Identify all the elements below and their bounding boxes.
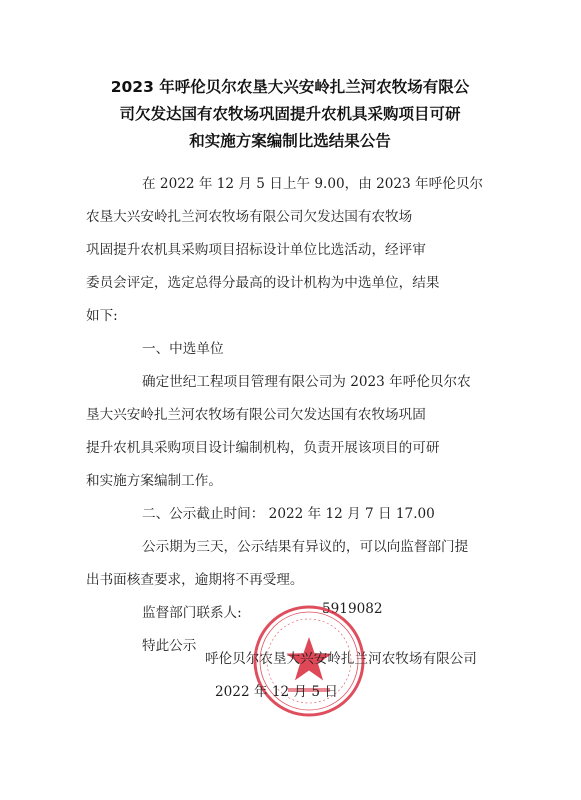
- title-line-3: 和实施方案编制比选结果公告: [189, 132, 391, 150]
- section2-line: 公示期为三天，公示结果有异议的，可以向监督部门提: [142, 539, 469, 555]
- section1-line: 垦大兴安岭扎兰河农牧场有限公司欠发达国有农牧场巩固: [86, 407, 426, 423]
- intro-line: 农垦大兴安岭扎兰河农牧场有限公司欠发达国有农牧场: [86, 209, 413, 225]
- title-line-2: 司欠发达国有农牧场巩固提升农机具采购项目可研: [119, 105, 461, 123]
- section1-heading: 一、中选单位: [142, 341, 224, 357]
- section1-line: 提升农机具采购项目设计编制机构，负责开展该项目的可研: [86, 440, 440, 456]
- title-line-1: 2023 年呼伦贝尔农垦大兴安岭扎兰河农牧场有限公: [110, 78, 470, 96]
- intro-line: 委员会评定，选定总得分最高的设计机构为中选单位，结果: [86, 275, 440, 291]
- closing-text: 特此公示: [142, 638, 197, 654]
- section2-line: 出书面核查要求，逾期将不再受理。: [86, 572, 304, 588]
- contact-label: 监督部门联系人:: [142, 605, 242, 621]
- document-title: [70, 74, 510, 155]
- section1-line: 和实施方案编制工作。: [86, 473, 222, 489]
- section2-heading: 二、公示截止时间： 2022 年 12 月 7 日 17.00: [142, 506, 435, 522]
- section1-line: 确定世纪工程项目管理有限公司为 2023 年呼伦贝尔农: [142, 374, 471, 390]
- intro-line: 在 2022 年 12 月 5 日上午 9.00，由 2023 年呼伦贝尔: [142, 176, 484, 192]
- intro-line: 巩固提升农机具采购项目招标设计单位比选活动，经评审: [86, 242, 426, 258]
- signature-company: 呼伦贝尔农垦大兴安岭扎兰河农牧场有限公司: [205, 651, 477, 667]
- intro-line: 如下:: [86, 308, 118, 324]
- contact-phone: 5919082: [322, 601, 383, 617]
- signature-date: 2022 年 12 月 5 日: [215, 684, 338, 700]
